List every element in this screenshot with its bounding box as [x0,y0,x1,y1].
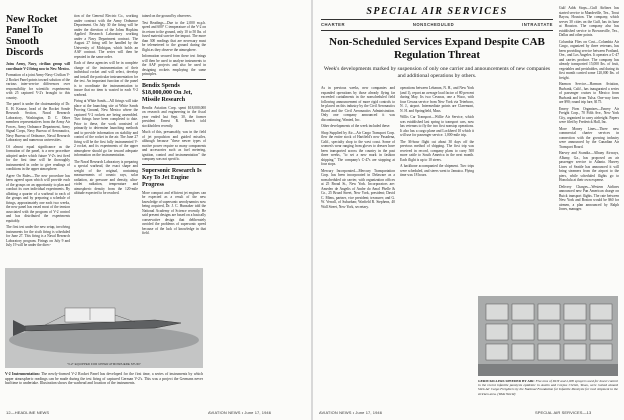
article-headline: New Rocket Panel To Smooth Discords [6,14,58,58]
category-intrastate: INTRASTATE [522,22,553,27]
article-paragraph: Formation of a joint Army-Navy-Civilian V-2 Rocket Panel points toward solution of the various inter-service differences over responsibility for scientific experiments with 25 captured V-2's brought to this country. [6,73,70,100]
article-deck: Week's developments marked by suspension of only one carrier and announcements of new companies and additional operations by others. [323,66,551,79]
article-headline: Non-Scheduled Services Expand Despite CAB Regulation Threat [329,36,545,61]
divider [142,79,206,80]
article-paragraph: More Money Lines—Three new commercial charter services in connection with the growing industry were announced by the Canadian Air Transport Board. [559,126,619,149]
article-paragraph: tion of the General Electric Co., working under contract with the Army Ordnance Department. On July 30 the firing will be under the direction of the Johns Hopkins Applied Research Laboratory working under a Navy Department contract. The August 27 firing will be handled by the University of Michigan, which holds an AAF contract. The series will then be repeated in the same order. [74,14,138,59]
article-paragraph: Other developments of the week included these: [321,124,391,128]
article-paragraph: Shop Supplied by Air—Air Cargo Transport Corp. flew the entire stock of Hartfield's new Pasadena, Calif., specialty shop to the west coast. Some of women's wear ranging from gloves to dresses have been transported across the country in the past three weeks, "to set a new mark in fashion shipping." The company's C-47s are stopping at four stops. [321,130,395,166]
article-paragraph: operations between Lebanon, N. H., and New York (and 1), report an average load factor of 80 percent during May. Its two Cessnas, one a Waco, with four Cessna service from New York via Teterboro, N. J., airport. Intermediate points are Claremont, N. H. and Springfield, Mass. [400,86,474,113]
illustration-label: "V-2" EQUIPPED FOR UPPER ATMOSPHERE STUDY [67,362,141,366]
article-paragraph: Willis Car Transport—Willie Air Service, which was established last spring to transport cars, now has veterans to fly the two first nonstop operations. It also has a cargo plane and Lockheed 10 which it will use for passenger service. 1,000-mile trip. [400,115,474,137]
caption-title: GERM KILLERS SPEEDED BY AIR: [478,379,535,383]
divider [321,30,553,31]
right-column-3 [559,6,619,290]
article-paragraph: As in previous weeks, new companies and expanded operations by those already flying far exceeded curtailments in the nonscheduled field following announcement of more rigid controls to be placed on this industry by the Civil Aeronautics Board and the Civil Aeronautics Administration. Only one company announced it was discontinuing, Wanted, Inc. [321,86,395,122]
divider [321,19,553,20]
article-paragraph: Much of this, presumably, was in the field of jet propulsion and guided missiles, although because "these newer types of motive power require so many components and accessories such as fuel metering, ignition, control and instrumentation" the company was not specific. [142,130,206,161]
section-categories [321,22,553,27]
article-paragraph: The panel is under the chairmanship of Dr. E. H. Krause, head of the Rocket Sonde Research Section, Naval Research Laboratory, Washington, D. C. Other members representatives from the Army Air Forces, Army Ordnance Department, Army Signal Corps, Navy Bureau of Aeronautics, Navy Bureau of Ordnance, Naval Research Laboratory and numerous universities. [6,102,70,142]
footer-date: AVIATION NEWS • June 17, 1946 [319,410,383,415]
caption-title: V-2 Instrumentation: [5,372,40,376]
right-page [313,0,624,420]
article-paragraph: Columbia Flies on Cost—Columbia Air Cargo, organized by three veterans, has been providing service between Portland, Ore., and Los Angeles. It operates a C-47 and carries produce. The company has already transported 15,000 lbs. of fruit, vegetables and perishables, and during its first month carried some 120,000 lbs. of freight. [559,39,619,80]
v2-rocket-illustration [5,268,203,368]
article-paragraph: Mercury Incorporated—Mercury Transportation Corp. has been incorporated in Delaware as a nonscheduled air carrier, with organization offices at 25 Broad St., New York. Incorporators are: Amedeo de Angelis of Andre do Amol Phelle & Co., 25 Broad Street, New York, president; David C. Mims, partner, vice president; treasurer; and G. W. Verrall, of Suburban; Warfield R. Stephens, 40 Wall Street, New York, secretary. [321,168,395,209]
left-column-4 [210,14,306,406]
article-subhead: Bendix Spends $18,000,000 On Jet, Missile Research [142,82,193,103]
article-paragraph: Harvey and Scandia—Albany Airways, Albany, Ga., has proposed an air passenger service to Atlanta. Harvey Lines of Seattle has announced it will bring steamers from the airport to the piers, while scheduled flights go to Honolulu at their own expense. [559,151,619,182]
right-column-1 [321,86,395,406]
article-subhead: Supersonic Research Is Key To Jet Engine Progress [142,167,202,188]
article-paragraph: More compact and efficient jet engines can be expected as a result of the new knowledge of supersonic aerodynamics now being acquired, Dr. J. C. Hunsaker told the National Academy of Science recently. He said present designs are based on a basically conservative design that deliberately avoided the problems of supersonic speed because of the lack of knowledge in that field. [142,190,206,235]
article-paragraph: Emery Firm Organizes—Emery Air Freight Corp., 70 Fifth Ave., New York City, organized to carry airfreight. Papers were filed by Frederick Hall, Inc. [559,106,619,124]
article-paragraph: A backbone accompanied the shipment. Two trips were scheduled, and steers went to Jamaica. Flying time was 18 hours. [400,164,474,177]
photo-caption [478,379,618,396]
article-paragraph: Information secured from these test firings will then be used to analyze instruments to the AAF projects and also be used in designing rockets employing the same principles. [142,54,206,76]
photo-caption [5,372,203,386]
article-paragraph: tained on the ground by observers. [142,14,192,18]
article-paragraph: The 36-hour flight cut about 30 days off the previous method of shipping. The first trip was received in record, company plans to carry 500 more cattle to South America in the next month. Each flight is up to 10 steers. [400,139,474,162]
photo-image [478,296,618,376]
category-nonscheduled: NONSCHEDULED [412,22,455,27]
caption-text: Five tons of DDT and 2,000 sprayers used for insect control in the recent infantile paralysis epidemic in Austin and Corpus Christi, Texas, were rushed aboard Slick Air Cargo Freighters by the National Foundation for Infantile Paralysis for rush shipment to the stricken area. (Wide World) [478,379,618,396]
category-charter: CHARTER [321,22,345,27]
caption-text: The newly-formed V-2 Rocket Panel has developed for the first time, a series of instruments by which upper atmospheric readings can be made during the test firing of captured German V-2's. This was a project the Germans never had time to undertake. Illustration shows the warhead and location of the instruments. [5,372,203,386]
ddt-shipment-photo [478,296,618,376]
article-paragraph: Each of these agencies will be in complete charge of the instrumentation of their individual rocket and will select, develop and install the particular instrumentation for the test. An important function of the panel is to coordinate the instrumentation to insure that no item is wasted in each V-2 warhead. [74,61,138,97]
divider [142,164,206,165]
article-paragraph: Harmon Service—Harmon Aviation, Burbank, Calif., has inaugurated a series of passenger cruises to Mexico from Burbank and from Tulsa. One-way fares are $90; round trip fare, $175. [559,82,619,104]
right-column-2 [400,86,474,246]
article-paragraph: Of almost equal significance as the formation of the panel, is a new procedure adopted under which future V-2's test fired for the first time will be thoroughly instrumented in order to give readings of conditions in the upper atmosphere. [6,144,70,171]
article-paragraph: The Naval Research Laboratory is preparing a special warhead, the exact shape and weight of the original, containing measurements of cosmic rays, solar radiation, air pressure and density, ultra-violet radiation, temperature and atmospheric density from the 120-mile altitude expected to be reached. [74,159,138,195]
article-paragraph: Delivery Charges—Western Airlines announced new Pan American charge on Buick transport flights. The rate between New York and Boston would be $60 for airmen, a plan announced by Ralph Jones, manager. [559,184,619,211]
article-paragraph: The first test under the new setup, involving instruments for the sixth firing is scheduled for June 27. This firing is a Naval Research Laboratory program. Firings on July 9 and July 19 will be under the direc- [6,225,70,247]
section-title: SPECIAL AIR SERVICES [366,6,508,17]
article-paragraph: Gulf Adds Stops—Gulf Airlines has started service to Mandeville, Tex., Trout Bayou, Houston. The company, which serves 30 cities on the Gulf, has its base at Houston. The company also has established service to Brownsville, Tex., Dallas and other points. [559,6,619,37]
footer-date: AVIATION NEWS • June 17, 1946 [208,410,272,415]
left-column-2 [74,14,138,269]
article-paragraph: Bendix Aviation Corp. spent $18,000,000 on research and engineering in the fiscal year ended last Sept. 30, the former president Ernest R. Breech told stockholders recently. [142,105,206,128]
footer-page-label: SPECIAL AIR SERVICES—13 [535,410,592,415]
rocket-drawing [5,268,203,368]
footer-left-label: 12—HEADLINE NEWS [6,410,50,415]
article-paragraph: Joins Army, Navy, civilian group will coordinate V-2 firing now in New Mexico. [6,62,70,71]
article-paragraph: Agree On Rules—The new procedure has been agreed upon which will provide each of the groups on an opportunity to plan and conduct its own individual experiments. By allotting a quarter of a warhead to each of the groups and by preparing a schedule of firings, approximately one each two weeks, the new panel has eased most of the tension associated with the program of V-2 control and has distributed the experiments equitably. [6,173,70,223]
left-page [0,0,311,420]
article-paragraph: Test Readings—Due to the 2,000 m.p.h. speed and 600° C temperature of the V-2 on its return to the ground, only 10 to 50 lbs. of fused material survive the impact. The more than 300 readings that are necessary must be telemetered to the ground during the flight as they observe the atmosphere. [142,20,206,52]
left-column-1 [6,14,70,269]
article-paragraph: Firing at White Sands—All firings will take place at the launching site at White Sands Proving Ground, New Mexico where the captured V-2 rockets are being assembled. Two firings have been completed to date. Prior to these, the work consisted of primarily to determine launching methods and to provide information on stability and control of the rocket in the air. The June 27 firing will be the first fully instrumented V-2 rocket, and its experiments of the upper atmosphere should go far toward adequate information on the instrumentation. [74,99,138,157]
